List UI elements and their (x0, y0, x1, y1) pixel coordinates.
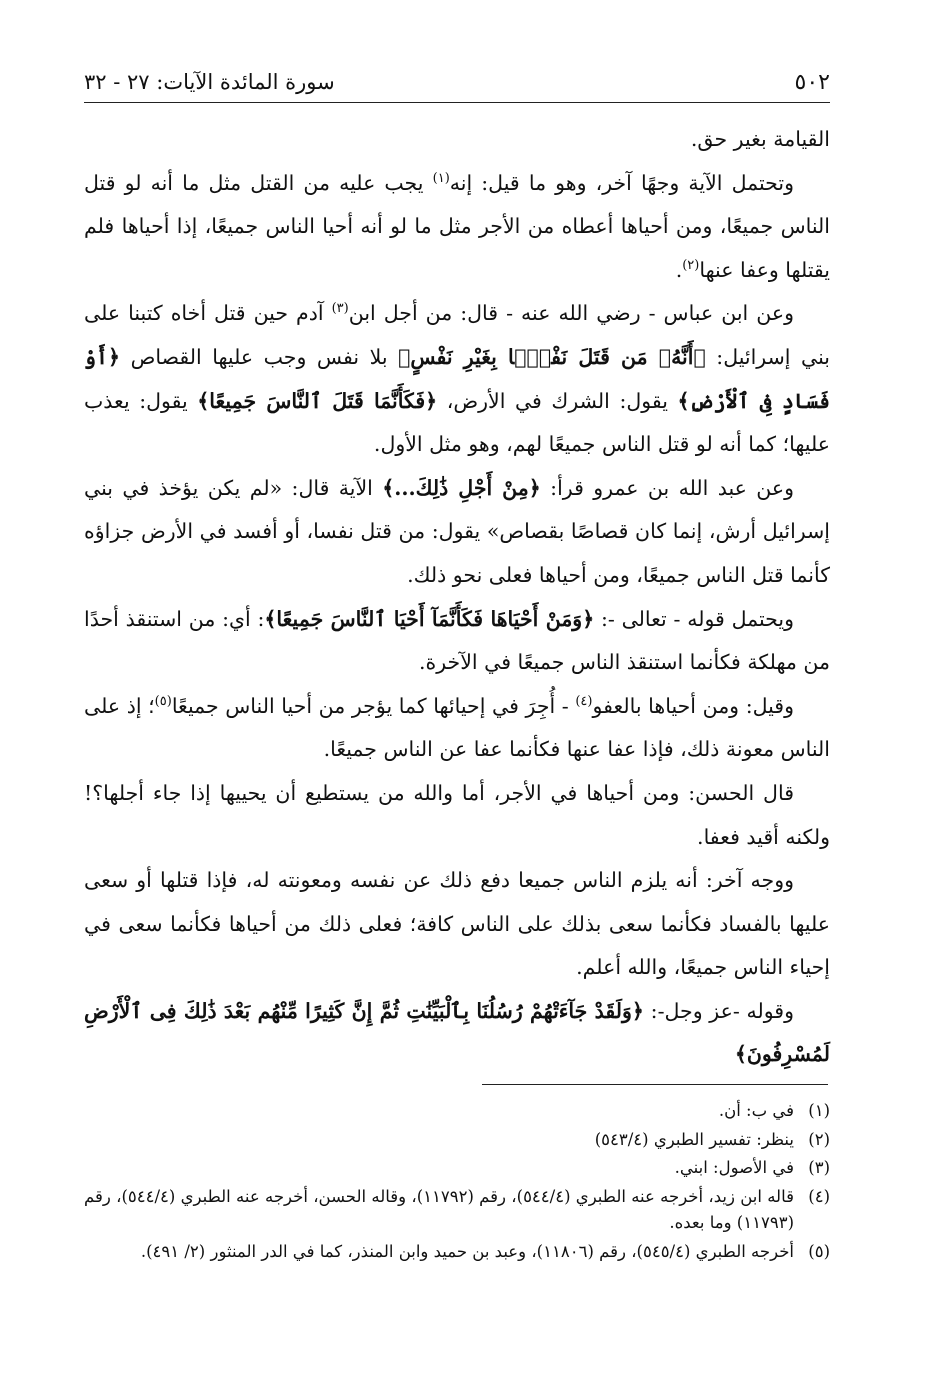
footnote-5 (84, 1239, 830, 1266)
footnote-marker-2[interactable]: (٢) (682, 257, 700, 273)
footnote-marker-4[interactable]: (٤) (575, 693, 593, 709)
footnote-number: (١) (808, 1101, 830, 1120)
paragraph-text: وعن ابن عباس - رضي الله عنه - قال: من أجل ابن (348, 301, 794, 326)
quran-verse: ﴿وَمَنْ أَحْيَاهَا فَكَأَنَّمَآ أَحْيَا ٱلنَّاسَ جَمِيعًا﴾ (264, 606, 595, 631)
footnote-number: (٤) (808, 1186, 830, 1206)
paragraph-text: بلا نفس وجب عليها القصاص (120, 344, 399, 369)
footnote-marker-1[interactable]: (١) (432, 170, 450, 186)
paragraph-1 (84, 118, 830, 162)
paragraph-text: . (675, 257, 683, 282)
paragraph-6 (84, 685, 830, 772)
main-text (84, 118, 830, 1077)
page-number: ٥٠٢ (794, 69, 830, 95)
footnote-marker-5[interactable]: (٥) (154, 693, 172, 709)
quran-verse: ﴿أَنَّهُۥ مَن قَتَلَ نَفْسًۢا بِغَيْرِ نَفْسٍ﴾ (398, 344, 706, 369)
paragraph-text: ويحتمل قوله - تعالى -: (594, 606, 795, 631)
paragraph-4 (84, 467, 830, 598)
footnote-text: أخرجه الطبري (٥٤٥/٤)، رقم (١١٨٠٦)، وعبد بن حميد وابن المنذر، كما في الدر المنثور (٢/ ٤٩١). (140, 1241, 794, 1261)
footnote-text: في ب: أن. (718, 1101, 794, 1120)
paragraph-text: ؛ إذ على الناس معونة ذلك، فإذا عفا عنها فكأنما عفا عن الناس جميعًا. (84, 693, 830, 762)
footnote-divider (482, 1084, 828, 1085)
paragraph-7 (84, 772, 830, 859)
footnotes (84, 1098, 830, 1267)
paragraph-text: القيامة بغير حق. (690, 127, 830, 151)
page-header (84, 62, 830, 103)
footnote-number: (٥) (808, 1241, 830, 1261)
footnote-1 (84, 1098, 830, 1125)
paragraph-text: يجب عليه من القتل مثل ما أنه لو قتل الناس جميعًا، ومن أحياها أعطاه من الأجر مثل ما لو أنه أحيا الناس جميعًا، إذا أحياها فلم يقتلها وعفا عنها (84, 170, 830, 282)
footnote-3 (84, 1155, 830, 1182)
quran-verse: ﴿وَلَقَدْ جَآءَتْهُمْ رُسُلُنَا بِٱلْبَيِّنَٰتِ ثُمَّ إِنَّ كَثِيرًا مِّنْهُم بَعْدَ ذَٰلِكَ فِى ٱلْأَرْضِ لَمُسْرِفُونَ﴾ (84, 998, 830, 1067)
paragraph-3 (84, 292, 830, 466)
paragraph-text: ووجه آخر: أنه يلزم الناس جميعا دفع ذلك عن نفسه ومعونته له، فإذا قتلها أو سعى عليها بالفساد فكأنما سعى بذلك على الناس كافة؛ فعلى ذلك من أحياها فكأنما سعى في إحياء الناس جميعًا، والله أعلم. (84, 868, 830, 980)
paragraph-2 (84, 162, 830, 293)
paragraph-5 (84, 598, 830, 685)
paragraph-text: قال الحسن: ومن أحياها في الأجر، أما والله من يستطيع أن يحييها إذا جاء أجلها؟! ولكنه أقيد فعفا. (84, 780, 830, 849)
paragraph-8 (84, 859, 830, 990)
paragraph-text: : أي: من استنقذ أحدًا من مهلكة فكأنما استنقذ الناس جميعًا في الآخرة. (84, 606, 830, 675)
footnote-4 (84, 1184, 830, 1237)
paragraph-text: وعن عبد الله بن عمرو قرأ: (540, 475, 794, 500)
paragraph-text: وقوله -عز وجل-: (643, 998, 794, 1023)
footnote-marker-3[interactable]: (٣) (331, 301, 349, 317)
paragraph-text: يقول: الشرك في الأرض، (437, 388, 678, 413)
footnote-number: (٢) (808, 1129, 830, 1149)
paragraph-text: يقول: يعذب عليها؛ كما أنه لو قتل الناس جميعًا لهم، وهو مثل الأول. (84, 388, 830, 457)
quran-verse: ﴿فَكَأَنَّمَا قَتَلَ ٱلنَّاسَ جَمِيعًا﴾ (197, 388, 438, 413)
paragraph-text: آدم حين قتل أخاه كتبنا على بني إسرائيل: (84, 301, 831, 369)
quran-verse: ﴿مِنْ أَجْلِ ذَٰلِكَ...﴾ (382, 475, 541, 500)
paragraph-9 (84, 990, 830, 1077)
running-title: سورة المائدة الآيات: ٢٧ - ٣٢ (84, 70, 335, 94)
footnote-text: في الأصول: ابني. (674, 1158, 794, 1177)
paragraph-text: وتحتمل الآية وجهًا آخر، وهو ما قيل: إنه (449, 170, 794, 195)
footnote-text: قاله ابن زيد، أخرجه عنه الطبري (٥٤٤/٤)، رقم (١١٧٩٢)، وقاله الحسن، أخرجه عنه الطبري (٥٤٤/٤)، رقم (١١٧٩٣) وما بعده. (84, 1186, 794, 1232)
footnote-text: ينظر: تفسير الطبري (٥٤٣/٤) (594, 1129, 794, 1149)
paragraph-text: - أُجِرَ في إحيائها كما يؤجر من أحيا الناس جميعًا (171, 693, 576, 718)
footnote-2 (84, 1127, 830, 1154)
paragraph-text: الآية قال: «لم يكن يؤخذ في بني إسرائيل أرش، إنما كان قصاصًا بقصاص» يقول: من قتل نفسا، أو أفسد في الأرض جزاؤه كأنما قتل الناس جميعًا، ومن أحياها فعلى نحو ذلك. (84, 475, 830, 587)
paragraph-text: وقيل: ومن أحياها بالعفو (592, 693, 795, 718)
quran-verse: ﴿أَوْ فَسَادٍ فِى ٱلْأَرْضِ﴾ (84, 344, 831, 413)
footnote-number: (٣) (808, 1158, 830, 1177)
